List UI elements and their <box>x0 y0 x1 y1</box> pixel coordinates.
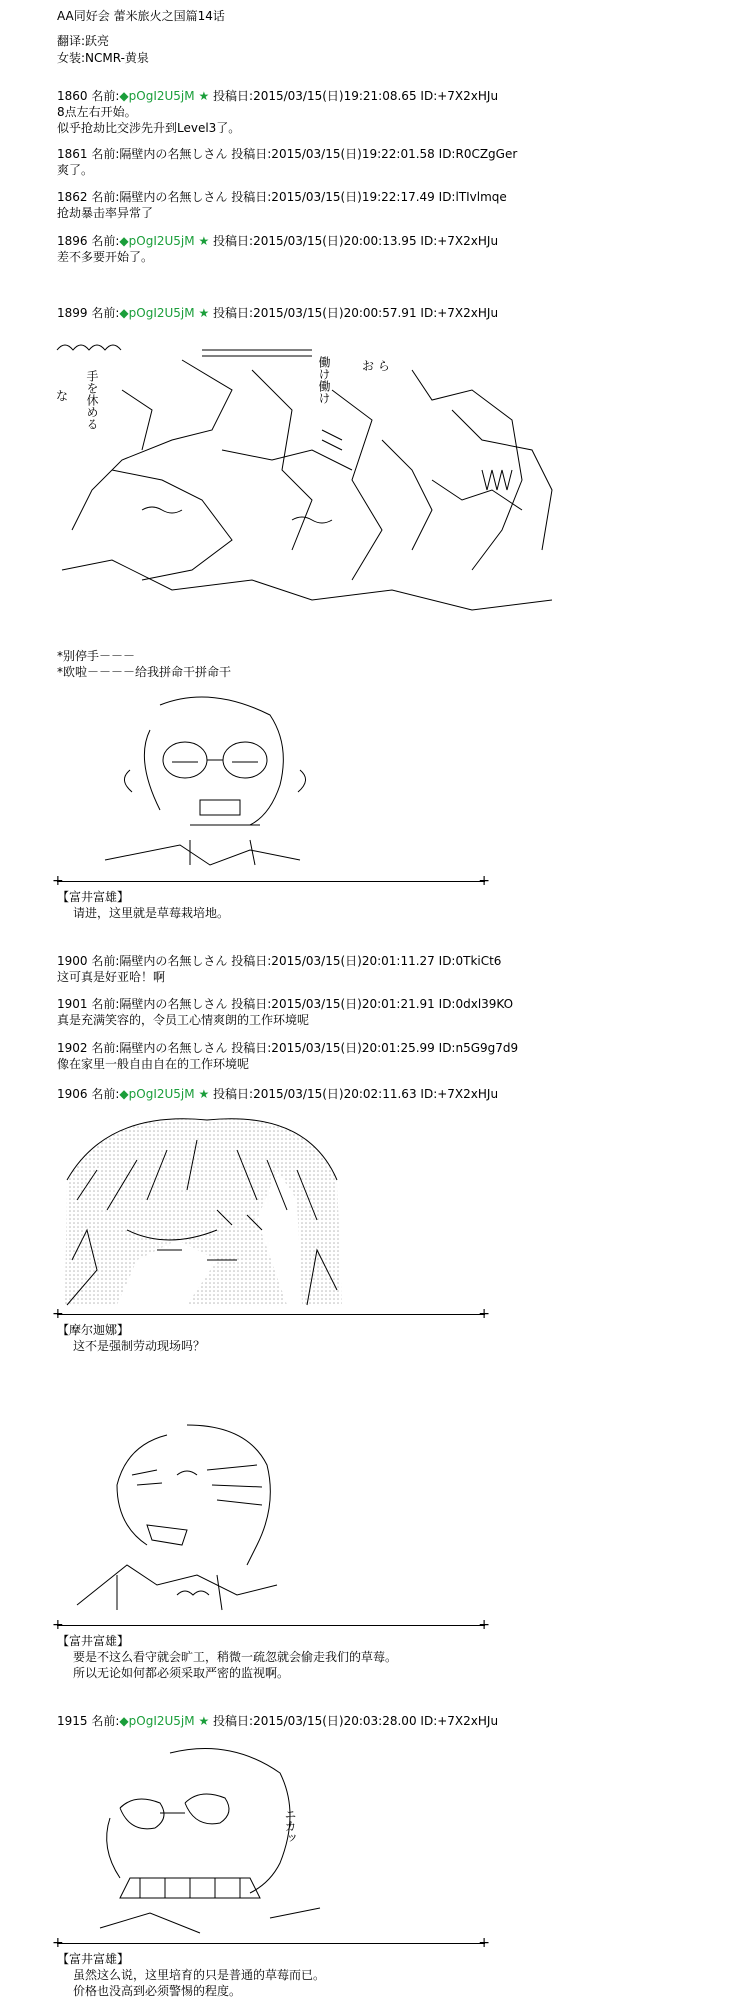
separator-line <box>57 1943 485 1944</box>
typesetter-credit: 女装:NCMR-黄泉 <box>57 51 149 65</box>
post-line: 似乎抢劫比交涉先升到Level3了。 <box>57 121 241 135</box>
poster-name: 隔壁内の名無しさん <box>119 954 228 968</box>
dialogue-line: 虽然这么说，这里培育的只是普通的草莓而已。 <box>73 1968 326 1982</box>
trip-code: ◆pOgI2U5jM <box>119 306 195 320</box>
art-text-na: な <box>56 389 69 403</box>
art-text-rest: 手を休める <box>85 370 99 430</box>
art-text-work: 働け働け <box>317 356 331 404</box>
poster-name: 隔壁内の名無しさん <box>119 1041 228 1055</box>
post-meta: 1906 名前:◆pOgI2U5jM ★ 投稿日:2015/03/15(日)20:02:11.63 ID:+7X2xHJu <box>57 1087 499 1101</box>
post-meta: 1860 名前:◆pOgI2U5jM ★ 投稿日:2015/03/15(日)19:21:08.65 ID:+7X2xHJu <box>57 89 499 103</box>
ascii-art-tomio-3 <box>90 1738 350 1938</box>
trip-code: ◆pOgI2U5jM <box>119 89 195 103</box>
scene-notes <box>57 648 231 680</box>
post-1900 <box>57 953 501 985</box>
ascii-art-morgiana <box>57 1110 347 1310</box>
post-line: 8点左右开始。 <box>57 105 137 119</box>
post-1862 <box>57 189 507 221</box>
note-line: *欧啦－－－－给我拼命干拼命干 <box>57 665 232 679</box>
dialogue-morgiana <box>57 1322 205 1354</box>
ascii-art-tomio-3-drawing <box>90 1738 350 1938</box>
post-line: 爽了。 <box>57 163 94 177</box>
ascii-art-crowd <box>52 330 572 630</box>
dialogue-tomio-2 <box>57 1633 397 1681</box>
post-meta: 1862 名前:隔壁内の名無しさん 投稿日:2015/03/15(日)19:22:17.49 ID:lTIvlmqe <box>57 190 507 204</box>
dialogue-line: 价格也没高到必须警惕的程度。 <box>73 1984 242 1998</box>
post-1860 <box>57 88 498 136</box>
post-line: 这可真是好亚哈！啊 <box>57 970 166 984</box>
post-1902 <box>57 1040 518 1072</box>
speaker-name: 【富井富雄】 <box>57 890 130 904</box>
separator-line <box>57 881 485 882</box>
speaker-name: 【富井富雄】 <box>57 1952 130 1966</box>
poster-name: 隔壁内の名無しさん <box>119 190 228 204</box>
ascii-art-tomio-1-drawing <box>90 690 320 875</box>
post-1901 <box>57 996 513 1028</box>
post-meta: 1900 名前:隔壁内の名無しさん 投稿日:2015/03/15(日)20:01:11.27 ID:0TkiCt6 <box>57 954 502 968</box>
post-meta: 1861 名前:隔壁内の名無しさん 投稿日:2015/03/15(日)19:22:01.58 ID:R0CZgGer <box>57 147 518 161</box>
dialogue-line: 请进，这里就是草莓栽培地。 <box>73 906 230 920</box>
post-meta: 1915 名前:◆pOgI2U5jM ★ 投稿日:2015/03/15(日)20:03:28.00 ID:+7X2xHJu <box>57 1714 499 1728</box>
art-text-ora: お ら <box>362 359 390 373</box>
post-line: 抢劫暴击率异常了 <box>57 206 154 220</box>
thread-header <box>57 8 225 67</box>
post-line: 真是充满笑容的，令员工心情爽朗的工作环境呢 <box>57 1013 310 1027</box>
dialogue-line: 这不是强制劳动现场吗？ <box>73 1339 206 1353</box>
dialogue-tomio-3 <box>57 1951 325 1999</box>
post-1861 <box>57 146 517 178</box>
post-meta: 1896 名前:◆pOgI2U5jM ★ 投稿日:2015/03/15(日)20:00:13.95 ID:+7X2xHJu <box>57 234 499 248</box>
ascii-art-crowd-drawing <box>52 330 572 630</box>
separator-line <box>57 1625 485 1626</box>
ascii-art-morgiana-drawing <box>57 1110 347 1310</box>
ascii-art-tomio-2 <box>57 1415 297 1615</box>
ascii-art-tomio-2-drawing <box>57 1415 297 1615</box>
star-icon: ★ <box>198 306 210 320</box>
trip-code: ◆pOgI2U5jM <box>119 1714 195 1728</box>
star-icon: ★ <box>198 234 210 248</box>
star-icon: ★ <box>198 1714 210 1728</box>
poster-name: 隔壁内の名無しさん <box>119 147 228 161</box>
speaker-name: 【富井富雄】 <box>57 1634 130 1648</box>
post-1899 <box>57 305 498 321</box>
post-line: 差不多要开始了。 <box>57 250 154 264</box>
art-text-grin: ニカッ <box>283 1808 297 1844</box>
poster-name: 隔壁内の名無しさん <box>119 997 228 1011</box>
post-meta: 1899 名前:◆pOgI2U5jM ★ 投稿日:2015/03/15(日)20:00:57.91 ID:+7X2xHJu <box>57 306 499 320</box>
thread-title: AA同好会 蕾米旅火之国篇14话 <box>57 9 225 23</box>
trip-code: ◆pOgI2U5jM <box>119 1087 195 1101</box>
note-line: *别停手－－－ <box>57 649 136 663</box>
star-icon: ★ <box>198 89 210 103</box>
post-meta: 1901 名前:隔壁内の名無しさん 投稿日:2015/03/15(日)20:01:21.91 ID:0dxl39KO <box>57 997 514 1011</box>
ascii-art-tomio-1 <box>90 690 320 875</box>
translator-credit: 翻译:跃亮 <box>57 34 110 48</box>
post-1896 <box>57 233 498 265</box>
star-icon: ★ <box>198 1087 210 1101</box>
post-1915 <box>57 1713 498 1729</box>
speaker-name: 【摩尔迦娜】 <box>57 1323 130 1337</box>
separator-line <box>57 1314 485 1315</box>
trip-code: ◆pOgI2U5jM <box>119 234 195 248</box>
dialogue-line: 要是不这么看守就会旷工，稍微一疏忽就会偷走我们的草莓。 <box>73 1650 398 1664</box>
dialogue-line: 所以无论如何都必须采取严密的监视啊。 <box>73 1666 290 1680</box>
post-line: 像在家里一般自由自在的工作环境呢 <box>57 1057 250 1071</box>
post-1906 <box>57 1086 498 1102</box>
post-meta: 1902 名前:隔壁内の名無しさん 投稿日:2015/03/15(日)20:01:25.99 ID:n5G9g7d9 <box>57 1041 519 1055</box>
dialogue-tomio-1 <box>57 889 229 921</box>
